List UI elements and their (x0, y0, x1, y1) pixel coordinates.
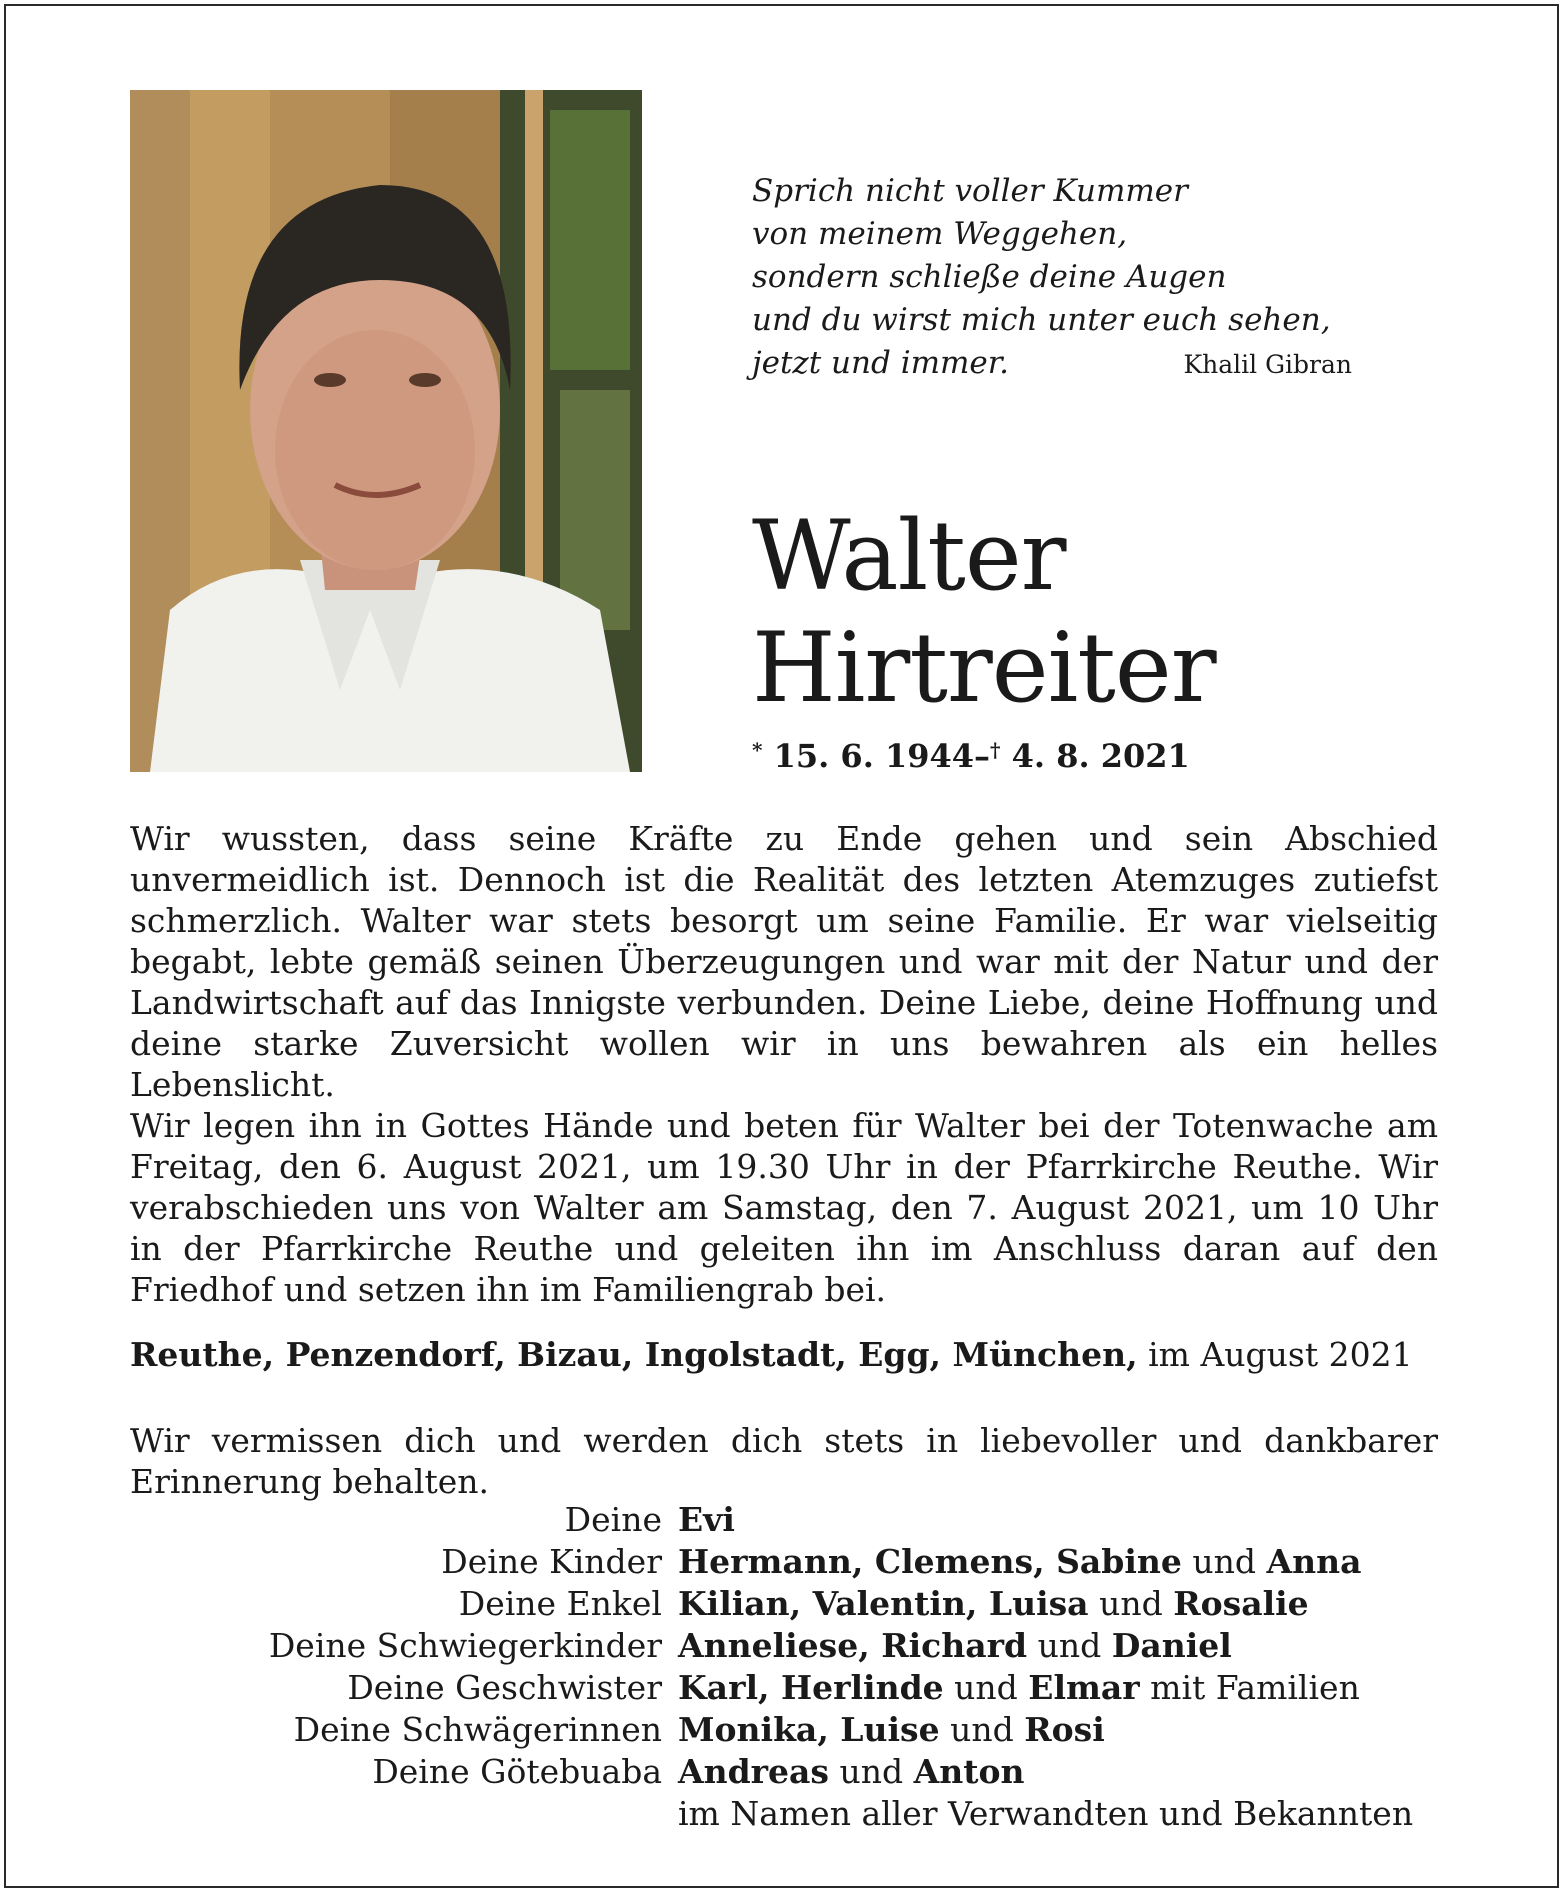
obituary-text (130, 818, 1438, 1310)
portrait-photo (130, 90, 642, 772)
closing-text: Wir vermissen dich und werden dich stets in liebevoller und dankbarer Erinnerung behalten. (130, 1421, 1438, 1501)
quote-line: und du wirst mich unter euch sehen, (752, 302, 1331, 338)
birth-date: 15. 6. 1944 (773, 737, 975, 775)
family-row (130, 1542, 1450, 1584)
family-row (130, 1626, 1450, 1668)
places-line (130, 1335, 1413, 1374)
family-name-bold: Andreas (678, 1752, 830, 1791)
family-relation: Deine Schwägerinnen (293, 1710, 662, 1749)
date-dash: – (974, 737, 991, 775)
family-names (678, 1626, 1232, 1665)
family-relation: Deine Kinder (441, 1542, 662, 1581)
last-name: Hirtreiter (752, 612, 1216, 724)
family-name-text: und (1088, 1584, 1174, 1623)
quote-last-line (752, 342, 1352, 386)
death-date: 4. 8. 2021 (1011, 737, 1190, 775)
footer-line: im Namen aller Verwandten und Bekannten (678, 1794, 1414, 1833)
quote-line: sondern schließe deine Augen (752, 259, 1227, 295)
family-name-bold: Anton (913, 1752, 1025, 1791)
portrait-image (130, 90, 642, 772)
family-list (130, 1500, 1450, 1836)
birth-symbol: * (752, 738, 763, 762)
family-name-bold: Rosalie (1173, 1584, 1309, 1623)
places-list: Reuthe, Penzendorf, Bizau, Ingolstadt, Egg, München, (130, 1335, 1138, 1374)
family-name-bold: Anna (1266, 1542, 1362, 1581)
family-name-text: mit Familien (1139, 1668, 1360, 1707)
family-names (678, 1752, 1024, 1791)
family-row (130, 1668, 1450, 1710)
family-name-bold: Rosi (1024, 1710, 1105, 1749)
family-row (130, 1584, 1450, 1626)
quote-line: von meinem Weggehen, (752, 216, 1128, 252)
family-name-text: und (1181, 1542, 1267, 1581)
family-name-text: und (939, 1710, 1025, 1749)
memorial-quote (752, 170, 1352, 386)
family-name-text: und (1027, 1626, 1112, 1665)
family-row (130, 1752, 1450, 1794)
family-name-bold: Karl, Herlinde (678, 1668, 944, 1707)
family-name-bold: Evi (678, 1500, 735, 1539)
family-relation: Deine Götebuaba (372, 1752, 662, 1791)
obituary-paragraph: Wir legen ihn in Gottes Hände und beten für Walter bei der Totenwache am Freitag, den 6. August 2021, um 19.30 Uhr in der Pfarrkirche Reuthe. Wir verabschieden uns von Walter am Samstag, den 7. August 2021, um 10 Uhr in der Pfarrkirche Reuthe und geleiten ihn im Anschluss daran auf den Friedhof und setzen ihn im Familiengrab bei. (130, 1106, 1438, 1309)
family-name-bold: Anneliese, Richard (678, 1626, 1028, 1665)
quote-author: Khalil Gibran (1183, 350, 1352, 379)
family-relation: Deine Enkel (458, 1584, 662, 1623)
family-names (678, 1668, 1360, 1707)
family-names (678, 1500, 735, 1539)
family-names (678, 1584, 1309, 1623)
places-date: im August 2021 (1137, 1335, 1413, 1374)
family-name-text: und (829, 1752, 914, 1791)
quote-line: Sprich nicht voller Kummer (752, 173, 1188, 209)
family-name-bold: Monika, Luise (678, 1710, 940, 1749)
family-name-bold: Daniel (1111, 1626, 1232, 1665)
life-dates (752, 737, 1190, 775)
obituary-paragraph: Wir wussten, dass seine Kräfte zu Ende gehen und sein Abschied unvermeidlich ist. Dennoch ist die Realität des letzten Atemzuges zutiefst schmerzlich. Walter war stets besorgt um seine Familie. Er war vielseitig begabt, lebte gemäß seinen Überzeugungen und war mit der Natur und der Landwirtschaft auf das Innigste verbunden. Deine Liebe, deine Hoffnung und deine starke Zuversicht wollen wir in uns bewahren als ein helles Lebenslicht. (130, 819, 1438, 1104)
family-row (130, 1710, 1450, 1752)
first-name: Walter (752, 500, 1066, 612)
family-names (678, 1710, 1105, 1749)
family-names (678, 1542, 1362, 1581)
deceased-name (752, 500, 1216, 724)
death-symbol: † (990, 738, 1001, 762)
family-relation: Deine Geschwister (347, 1668, 662, 1707)
family-name-bold: Hermann, Clemens, Sabine (678, 1542, 1182, 1581)
family-relation: Deine Schwiegerkinder (268, 1626, 662, 1665)
family-name-text: und (943, 1668, 1029, 1707)
family-name-bold: Elmar (1028, 1668, 1140, 1707)
family-relation: Deine (564, 1500, 662, 1539)
family-row (130, 1500, 1450, 1542)
family-name-bold: Kilian, Valentin, Luisa (678, 1584, 1089, 1623)
quote-line: jetzt und immer. (752, 345, 1010, 381)
